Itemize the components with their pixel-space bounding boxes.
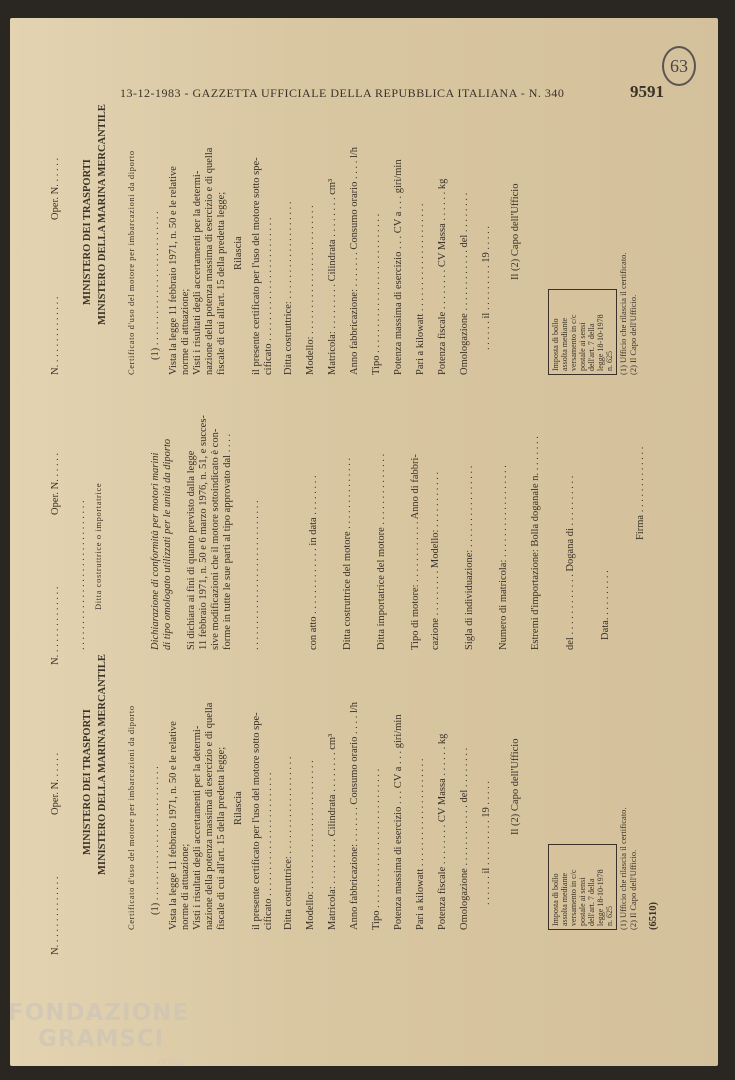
form2-field: del . . . . . . . . . . . . Dogana di . . . . . . . . . . — [565, 475, 576, 650]
form2-company-label: Ditta costruttrice o importatrice — [93, 482, 103, 610]
form1-code: (6510) — [648, 902, 659, 930]
form1-field: Pari a kilowatt . . . . . . . . . . . . . . . . . . . . . — [415, 758, 426, 930]
box-line: assolta mediante — [560, 317, 569, 371]
form2-signature: Firma . . . . . . . . . . . . . — [635, 446, 646, 540]
form3-office-line: (1) . . . . . . . . . . . . . . . . . . . . . . . . . . — [150, 211, 161, 360]
form3-field: Ditta costruttrice: . . . . . . . . . . . . . . . . . . . — [283, 201, 294, 375]
form3-field: Pari a kilowatt . . . . . . . . . . . . . . . . . . . . . — [415, 203, 426, 375]
box-line: Imposta di bollo — [551, 318, 560, 371]
form1-rilascia: Rilascia — [233, 791, 244, 825]
form3-paragraph: Vista la legge 11 febbraio 1971, n. 50 e le relative — [168, 166, 179, 375]
form3-rilascia: Rilascia — [233, 236, 244, 270]
form1-ministry-marina: MINISTERO DELLA MARINA MERCANTILE — [97, 654, 108, 875]
form2-oper-number: Oper. N. . . . . . — [50, 452, 61, 515]
form2-number: N. . . . . . . . . . . . . . — [50, 586, 61, 665]
form3-ministry-transport: MINISTERO DEI TRASPORTI — [82, 159, 93, 305]
form3-field: . . . . . . il . . . . . . . . . 19 . . . . . — [481, 226, 492, 350]
archive-stamp: 63 — [662, 46, 696, 86]
box-line: n. 625 — [605, 906, 614, 926]
form3-paragraph: cificato . . . . . . . . . . . . . . . . . . . . . . . . — [263, 217, 274, 375]
watermark-line: onlus — [158, 1057, 185, 1068]
form3-field: Modello: . . . . . . . . . . . . . . . . . . . . . . . . . — [305, 205, 316, 375]
form1-field: Potenza fiscale . . . . . . . . CV Massa . . . . . . kg — [437, 733, 448, 930]
form2-paragraph: sive modificazioni che il motore sottoindicato è con- — [210, 428, 221, 650]
watermark-line: GRAMSCI — [38, 1026, 165, 1052]
form3-field: Matricola: . . . . . . . . . Cilindrata . . . . . . . . cm³ — [327, 178, 338, 375]
form3-paragraph: fiscale di cui all'art. 15 della predetta legge; — [216, 191, 227, 375]
form1-field: Omologazione . . . . . . . . . . . . del . . . . . . . . — [459, 747, 470, 930]
form2-field: Estremi d'importazione: Bolla doganale n. . . . . . . . — [530, 436, 541, 650]
form2-dots: . . . . . . . . . . . . . . . . . . . . . . . . . . . . . — [76, 500, 87, 650]
form3-paragraph: il presente certificato per l'uso del motore sotto spe- — [251, 157, 262, 375]
form1-capo: Il (2) Capo dell'Ufficio — [510, 738, 521, 835]
gazette-header: 13-12-1983 - GAZZETTA UFFICIALE DELLA REPUBBLICA ITALIANA - N. 340 — [120, 86, 565, 100]
form1-ministry-transport: MINISTERO DEI TRASPORTI — [82, 709, 93, 855]
page-number: 9591 — [630, 82, 664, 101]
form1-paragraph: il presente certificato per l'uso del motore sotto spe- — [251, 712, 262, 930]
form1-field: Matricola: . . . . . . . . . Cilindrata . . . . . . . . cm³ — [327, 733, 338, 930]
form2-paragraph: forme in tutte le sue parti al tipo approvato dal . . . . — [222, 433, 233, 650]
form1-title: Certificato d'uso del motore per imbarcazioni da diporto — [126, 705, 136, 930]
box-line: Imposta di bollo — [551, 873, 560, 926]
form3-paragraph: nazione della potenza massima di esercizio e di quella — [204, 147, 215, 375]
form2-field: Ditta importatrice del motore . . . . . . . . . . . . . . — [376, 453, 387, 650]
form2-paragraph: Si dichiara ai fini di quanto previsto dalla legge — [186, 450, 197, 650]
form2-field: cazione . . . . . . . . . Modello: . . . . . . . . . . . — [430, 471, 441, 650]
form1-oper-number: Oper. N. . . . . . — [50, 752, 61, 815]
form2-heading: Dichiarazione di conformità per motori marini — [150, 452, 161, 650]
form3-field: Potenza massima di esercizio . . . CV a . . . giri/min — [393, 159, 404, 375]
form2-field: . . . . . . . . . . . . . . . . . . . . . . . . . . . . . — [250, 500, 261, 650]
form2-date: Data. . . . . . . . . . — [600, 570, 611, 640]
form3-field: Omologazione . . . . . . . . . . . . del . . . . . . . . — [459, 192, 470, 375]
box-line: versamento in c/c — [569, 869, 578, 926]
form3-field: Tipo . . . . . . . . . . . . . . . . . . . . . . . . . . . — [371, 213, 382, 375]
form3-stamp-duty-box — [548, 289, 617, 375]
form1-paragraph: norme di attuazione; — [180, 843, 191, 930]
form1-field: Modello: . . . . . . . . . . . . . . . . . . . . . . . . . — [305, 760, 316, 930]
form1-number: N. . . . . . . . . . . . . . — [50, 876, 61, 955]
box-line: postale ai sensi — [578, 877, 587, 926]
form3-footnote: (2) Il Capo dell'Ufficio. — [628, 294, 638, 375]
form1-footnote: (2) Il Capo dell'Ufficio. — [628, 849, 638, 930]
box-line: legge 18-10-1978 — [596, 869, 605, 926]
form1-footnote: (1) Ufficio che rilascia il certificato. — [618, 807, 628, 930]
form3-capo: Il (2) Capo dell'Ufficio — [510, 183, 521, 280]
form1-field: Potenza massima di esercizio . . . CV a . . . giri/min — [393, 714, 404, 930]
form1-paragraph: Vista la legge 11 febbraio 1971, n. 50 e le relative — [168, 721, 179, 930]
form1-field: . . . . . . il . . . . . . . . . 19 . . . . . — [481, 781, 492, 905]
box-line: n. 625 — [605, 351, 614, 371]
form1-stamp-duty-box — [548, 844, 617, 930]
form3-oper-number: Oper. N. . . . . . — [50, 157, 61, 220]
form2-field: Numero di matricola: . . . . . . . . . . . . . . . . . . — [498, 465, 509, 650]
box-line: dell'art. 7 della — [587, 878, 596, 926]
form3-footnote: (1) Ufficio che rilascia il certificato. — [618, 252, 628, 375]
form2-field: con atto . . . . . . . . . . . . . in data . . . . . . . . — [308, 475, 319, 650]
form1-paragraph: Visti i risultati degli accertamenti per la determi- — [192, 725, 203, 930]
form3-title: Certificato d'uso del motore per imbarcazioni da diporto — [126, 150, 136, 375]
form2-field: Sigla di individuazione: . . . . . . . . . . . . . . . . — [464, 465, 475, 650]
watermark-logo — [8, 1000, 190, 1068]
box-line: legge 18-10-1978 — [596, 314, 605, 371]
form3-ministry-marina: MINISTERO DELLA MARINA MERCANTILE — [97, 104, 108, 325]
form1-paragraph: fiscale di cui all'art. 15 della predetta legge; — [216, 746, 227, 930]
form3-number: N. . . . . . . . . . . . . . — [50, 296, 61, 375]
box-line: versamento in c/c — [569, 314, 578, 371]
form1-office-line: (1) . . . . . . . . . . . . . . . . . . . . . . . . . . — [150, 766, 161, 915]
box-line: dell'art. 7 della — [587, 323, 596, 371]
form2-heading: di tipo omologato utilizzati per le unità da diporto — [162, 438, 173, 650]
form1-field: Ditta costruttrice: . . . . . . . . . . . . . . . . . . . — [283, 756, 294, 930]
form1-field: Anno fabbricazione: . . . . . . . Consumo orario . . . . l/h — [349, 701, 360, 930]
form3-field: Anno fabbricazione: . . . . . . . Consumo orario . . . . l/h — [349, 146, 360, 375]
box-line: assolta mediante — [560, 872, 569, 926]
watermark-line: FONDAZIONE — [8, 1000, 190, 1026]
form3-field: Potenza fiscale . . . . . . . . CV Massa . . . . . . kg — [437, 178, 448, 375]
form2-paragraph: 11 febbraio 1971, n. 50 e 6 marzo 1976, n. 51, e succes- — [198, 415, 209, 650]
form2-field: Tipo di motore: . . . . . . . . . . . . Anno di fabbri- — [410, 454, 421, 650]
form1-field: Tipo . . . . . . . . . . . . . . . . . . . . . . . . . . . — [371, 768, 382, 930]
box-line: postale ai sensi — [578, 322, 587, 371]
form3-paragraph: norme di attuazione; — [180, 288, 191, 375]
form1-paragraph: nazione della potenza massima di esercizio e di quella — [204, 702, 215, 930]
form3-paragraph: Visti i risultati degli accertamenti per la determi- — [192, 170, 203, 375]
form2-field: Ditta costruttrice del motore . . . . . . . . . . . . . . — [342, 457, 353, 650]
form1-paragraph: cificato . . . . . . . . . . . . . . . . . . . . . . . . — [263, 772, 274, 930]
